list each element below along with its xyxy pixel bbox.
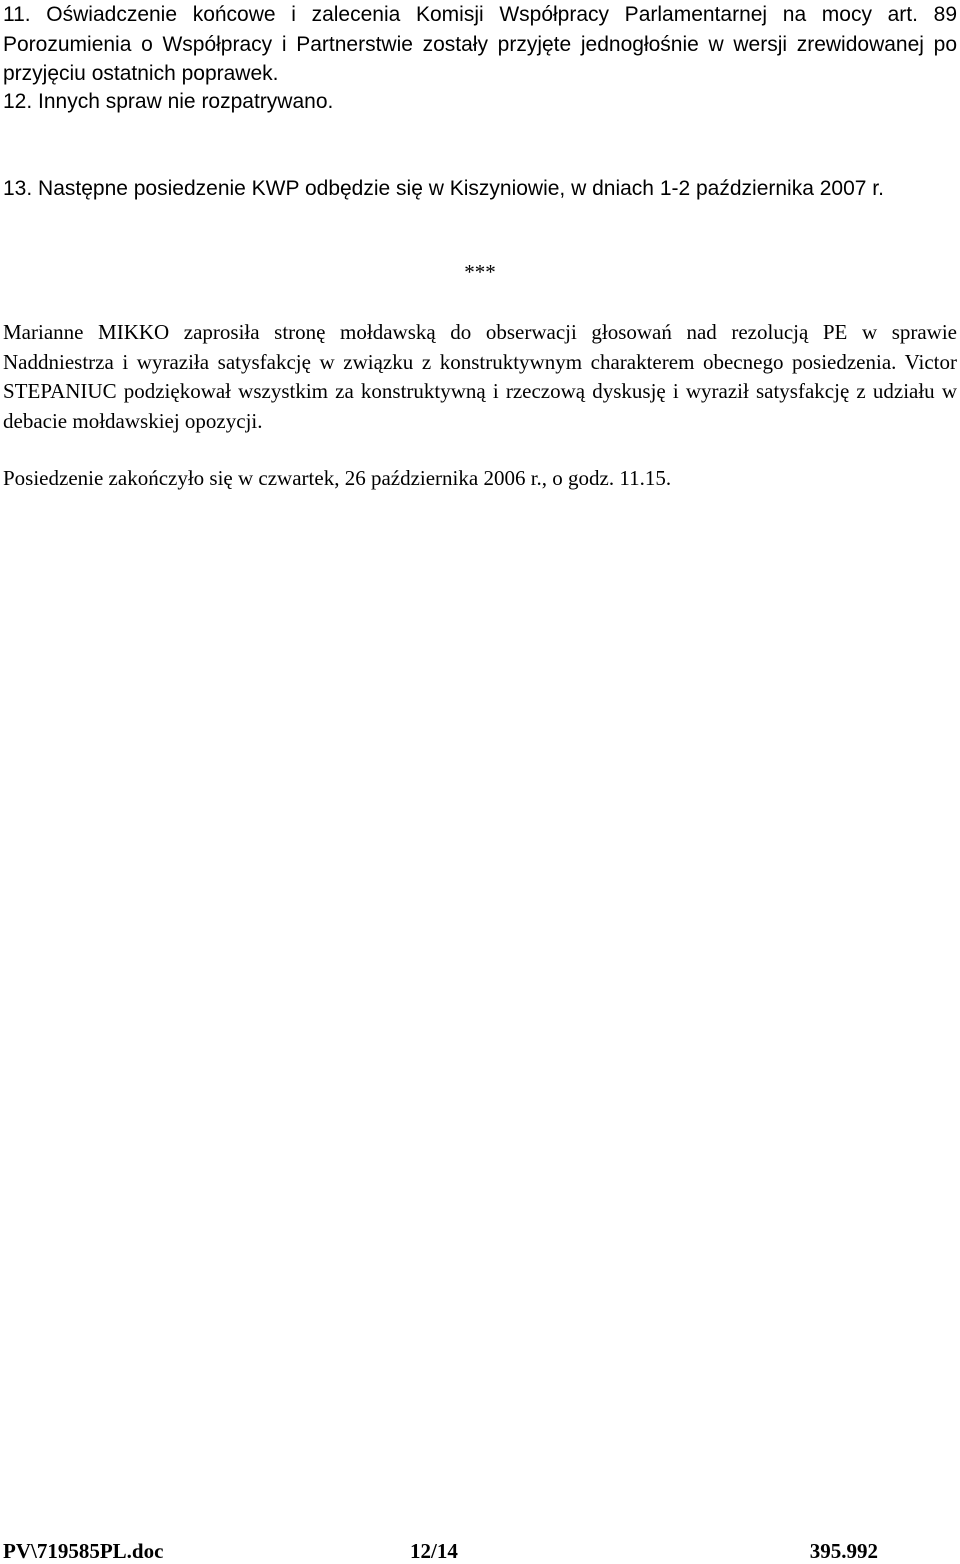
section-separator: *** [464, 260, 496, 284]
item-11-paragraph: 11. Oświadczenie końcowe i zalecenia Komisji Współpracy Parlamentarnej na mocy art. 89 Porozumienia o Współpracy i Partnerstwie zostały przyjęte jednogłośnie w wersji zrewidowanej po przyjęciu ostatnich poprawek. [3, 3, 957, 85]
item-12-paragraph: 12. Innych spraw nie rozpatrywano. [3, 90, 334, 113]
footer-reference: 395.992 [809, 1539, 878, 1563]
mikko-paragraph: Marianne MIKKO zaprosiła stronę mołdawską do obserwacji głosowań nad rezolucją PE w sprawie Naddniestrza i wyraziła satysfakcję w związku z konstruktywnym charakterem obecnego posiedzenia. Victor STEPANIUC podziękował wszystkim za konstruktywną i rzeczową dyskusję i wyraził satysfakcję z udziału w debacie mołdawskiej opozycji. [3, 320, 957, 433]
footer-page-number: 12/14 [410, 1539, 458, 1563]
item-13-paragraph: 13. Następne posiedzenie KWP odbędzie się w Kiszyniowie, w dniach 1-2 października 2007 r. [3, 177, 884, 200]
closing-paragraph: Posiedzenie zakończyło się w czwartek, 26 października 2006 r., o godz. 11.15. [3, 466, 672, 490]
page-footer [0, 1539, 960, 1564]
footer-filename: PV\719585PL.doc [3, 1539, 164, 1563]
